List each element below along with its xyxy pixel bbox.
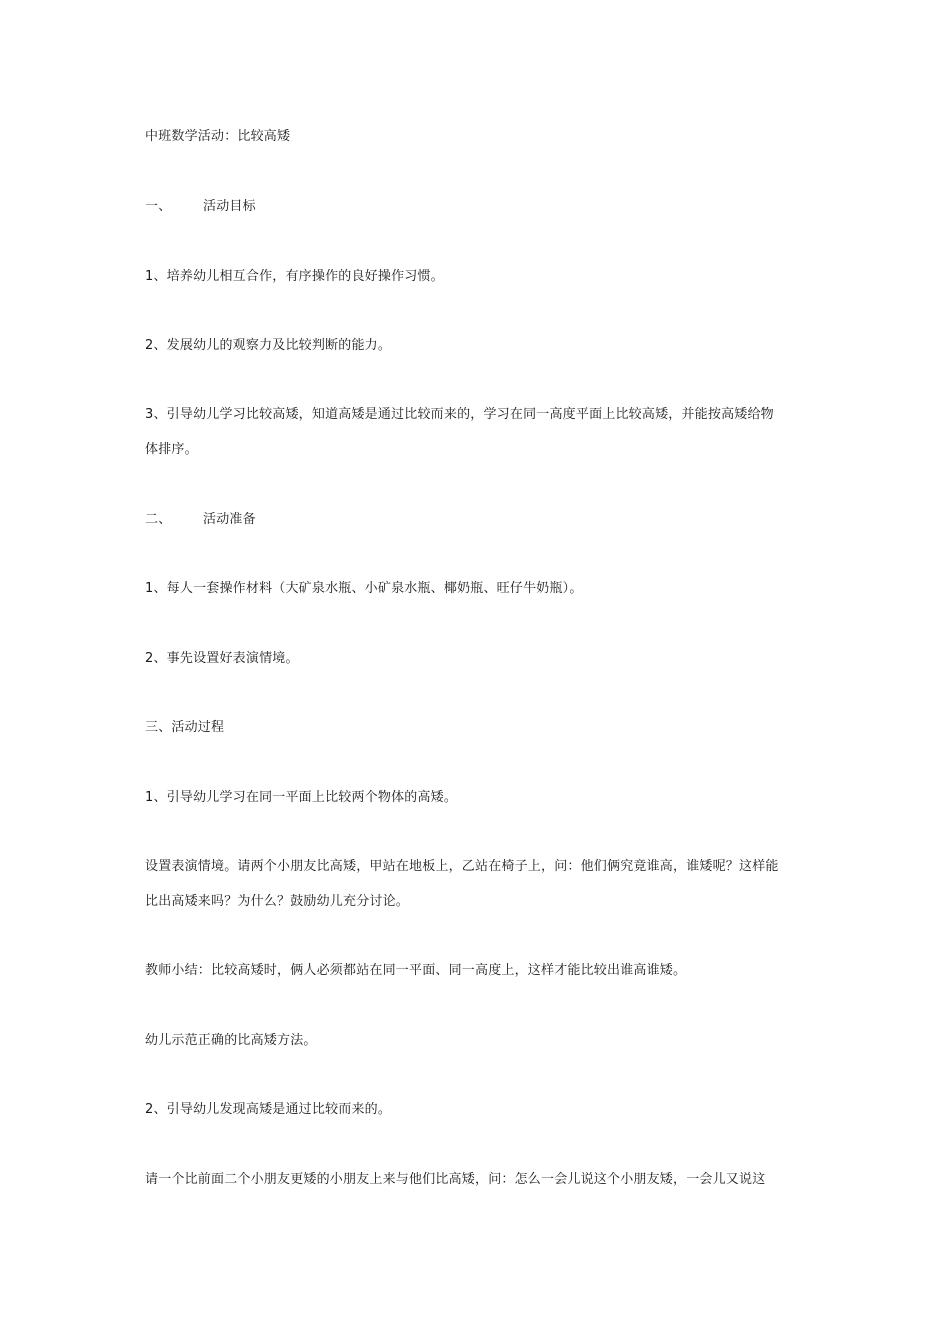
section-label: 活动准备	[203, 512, 256, 527]
preparation-item-2: 2、事先设置好表演情境。	[145, 651, 299, 666]
preparation-item-1: 1、每人一套操作材料（大矿泉水瓶、小矿泉水瓶、椰奶瓶、旺仔牛奶瓶）。	[145, 581, 583, 596]
section-number: 一、	[145, 199, 172, 214]
goal-item-3: 3、引导幼儿学习比较高矮，知道高矮是通过比较而来的，学习在同一高度平面上比较高矮，并能按高矮给物	[145, 407, 774, 422]
document-title: 中班数学活动：比较高矮	[145, 129, 291, 144]
goal-item-3-continued: 体排序。	[145, 442, 198, 457]
section-heading-process: 三、活动过程	[145, 720, 225, 735]
goal-item-2: 2、发展幼儿的观察力及比较判断的能力。	[145, 338, 392, 353]
process-paragraph: 教师小结：比较高矮时，俩人必须都站在同一平面、同一高度上，这样才能比较出谁高谁矮。	[145, 963, 687, 978]
process-paragraph: 比出高矮来吗？为什么？鼓励幼儿充分讨论。	[145, 894, 410, 909]
process-paragraph: 2、引导幼儿发现高矮是通过比较而来的。	[145, 1102, 392, 1117]
process-paragraph: 设置表演情境。请两个小朋友比高矮，甲站在地板上，乙站在椅子上，问：他们俩究竟谁高，谁矮呢？这样能	[145, 859, 779, 874]
section-number: 二、	[145, 512, 172, 527]
section-label: 活动目标	[203, 199, 256, 214]
process-paragraph: 请一个比前面二个小朋友更矮的小朋友上来与他们比高矮，问：怎么一会儿说这个小朋友矮，一会儿又说这	[145, 1172, 766, 1187]
process-paragraph: 1、引导幼儿学习在同一平面上比较两个物体的高矮。	[145, 790, 458, 805]
section-heading-goals	[145, 198, 815, 216]
section-heading-preparation	[145, 511, 815, 529]
process-paragraph: 幼儿示范正确的比高矮方法。	[145, 1033, 317, 1048]
goal-item-1: 1、培养幼儿相互合作，有序操作的良好操作习惯。	[145, 269, 444, 284]
